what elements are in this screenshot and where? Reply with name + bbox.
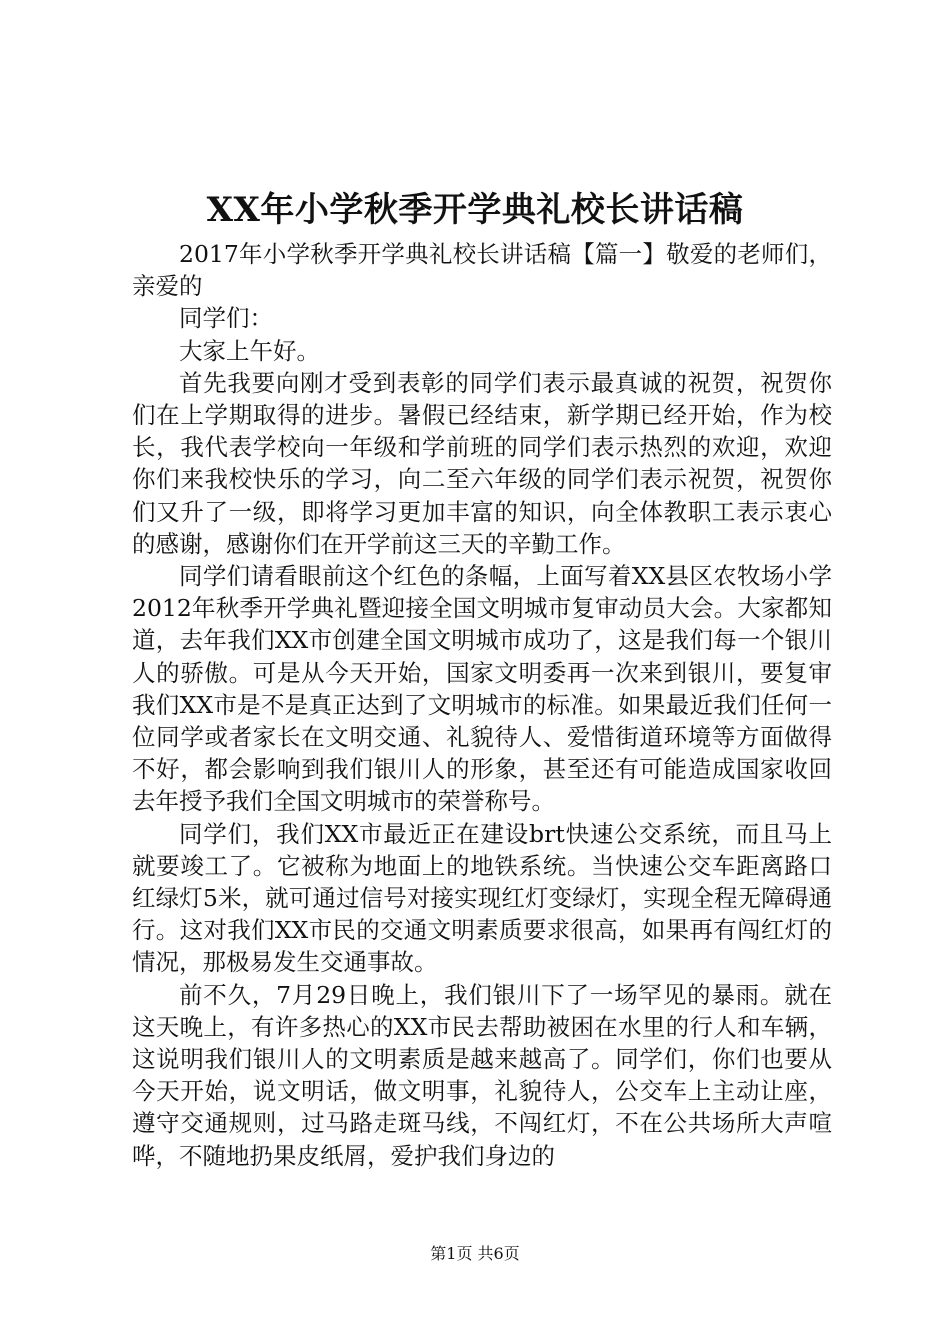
page-footer: 第1页 共6页 bbox=[430, 1244, 520, 1263]
paragraph: 2017年小学秋季开学典礼校长讲话稿【篇一】敬爱的老师们，亲爱的 bbox=[132, 240, 832, 301]
paragraph: 大家上午好。 bbox=[179, 336, 320, 365]
paragraph: 同学们请看眼前这个红色的条幅，上面写着XX县区农牧场小学2012年秋季开学典礼暨迎接全国文明城市复审动员大会。大家都知道，去年我们XX市创建全国文明城市成功了，这是我们每一个银川人的骄傲。可是从今天开始，国家文明委再一次来到银川，要复审我们XX市是不是真正达到了文明城市的标准。如果最近我们任何一位同学或者家长在文明交通、礼貌待人、爱惜街道环境等方面做得不好，都会影响到我们银川人的形象，甚至还有可能造成国家收回去年授予我们全国文明城市的荣誉称号。 bbox=[132, 562, 832, 816]
paragraph: 首先我要向刚才受到表彰的同学们表示最真诚的祝贺，祝贺你们在上学期取得的进步。暑假已经结束，新学期已经开始，作为校长，我代表学校向一年级和学前班的同学们表示热烈的欢迎，欢迎你们来我校快乐的学习，向二至六年级的同学们表示祝贺，祝贺你们又升了一级，即将学习更加丰富的知识，向全体教职工表示衷心的感谢，感谢你们在开学前这三天的辛勤工作。 bbox=[132, 368, 832, 558]
paragraph: 前不久，7月29日晚上，我们银川下了一场罕见的暴雨。就在这天晚上，有许多热心的XX市民去帮助被困在水里的行人和车辆，这说明我们银川人的文明素质是越来越高了。同学们，你们也要从今天开始，说文明话，做文明事，礼貌待人，公交车上主动让座，遵守交通规则，过马路走斑马线，不闯红灯，不在公共场所大声喧哗，不随地扔果皮纸屑，爱护我们身边的 bbox=[132, 980, 832, 1170]
paragraph: 同学们： bbox=[179, 304, 273, 333]
document-body bbox=[132, 238, 832, 1172]
paragraph: 同学们，我们XX市最近正在建设brt快速公交系统，而且马上就要竣工了。它被称为地面上的地铁系统。当快速公交车距离路口红绿灯5米，就可通过信号对接实现红灯变绿灯，实现全程无障碍通行。这对我们XX市民的交通文明素质要求很高，如果再有闯红灯的情况，那极易发生交通事故。 bbox=[132, 819, 832, 977]
document-title: XX年小学秋季开学典礼校长讲话稿 bbox=[206, 190, 744, 230]
